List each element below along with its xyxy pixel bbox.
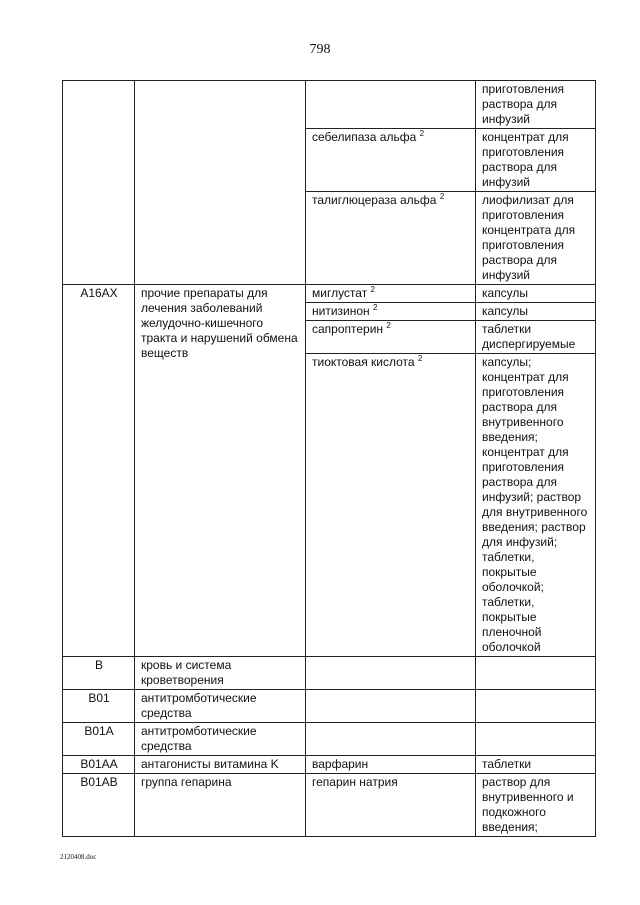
atc-code-cell: B01AA <box>63 756 135 774</box>
form-cell: таблетки диспергируемые <box>476 321 596 354</box>
form-cell: лиофилизат для приготовления концентрата для приготовления раствора для инфузий <box>476 192 596 285</box>
drug-cell: сапроптерин $^2$ <box>306 321 476 354</box>
atc-code-cell <box>63 81 135 285</box>
drug-cell <box>306 690 476 723</box>
form-cell <box>476 723 596 756</box>
drug-cell: себелипаза альфа $^2$ <box>306 129 476 192</box>
drug-cell: варфарин <box>306 756 476 774</box>
group-cell <box>135 81 306 285</box>
drug-cell: миглустат $^2$ <box>306 285 476 303</box>
form-cell: раствор для внутривенного и подкожного введения; <box>476 774 596 837</box>
drug-cell: гепарин натрия <box>306 774 476 837</box>
table-row <box>63 756 596 774</box>
table-row <box>63 774 596 837</box>
form-cell <box>476 657 596 690</box>
group-cell: группа гепарина <box>135 774 306 837</box>
table-row <box>63 657 596 690</box>
form-cell: капсулы <box>476 285 596 303</box>
drug-table <box>62 80 596 837</box>
group-cell: антитромботические средства <box>135 723 306 756</box>
table-row <box>63 723 596 756</box>
table-row <box>63 81 596 129</box>
atc-code-cell: B01 <box>63 690 135 723</box>
form-cell <box>476 690 596 723</box>
form-cell: концентрат для приготовления раствора для инфузий <box>476 129 596 192</box>
form-cell: приготовления раствора для инфузий <box>476 81 596 129</box>
form-cell: таблетки <box>476 756 596 774</box>
table-row <box>63 285 596 303</box>
atc-code-cell: B <box>63 657 135 690</box>
page-number: 798 <box>309 42 331 57</box>
drug-cell <box>306 657 476 690</box>
atc-code-cell: B01A <box>63 723 135 756</box>
drug-cell: тиоктовая кислота $^2$ <box>306 354 476 657</box>
group-cell: антагонисты витамина K <box>135 756 306 774</box>
drug-cell: нитизинон $^2$ <box>306 303 476 321</box>
form-cell: капсулы; концентрат для приготовления раствора для внутривенного введения; концентрат для приготовления раствора для инфузий; раствор для внутривенного введения; раствор для инфузий; таблетки, покрытые оболочкой; таблетки, покрытые пленочной оболочкой <box>476 354 596 657</box>
document-filename: 2120408.doc <box>60 853 97 861</box>
form-cell: капсулы <box>476 303 596 321</box>
group-cell: антитромботические средства <box>135 690 306 723</box>
table-row <box>63 690 596 723</box>
drug-cell: талиглюцераза альфа $^2$ <box>306 192 476 285</box>
atc-code-cell: B01AB <box>63 774 135 837</box>
group-cell: прочие препараты для лечения заболеваний желудочно-кишечного тракта и нарушений обмена веществ <box>135 285 306 657</box>
group-cell: кровь и система кроветворения <box>135 657 306 690</box>
drug-cell <box>306 81 476 129</box>
drug-cell <box>306 723 476 756</box>
atc-code-cell: A16AX <box>63 285 135 657</box>
